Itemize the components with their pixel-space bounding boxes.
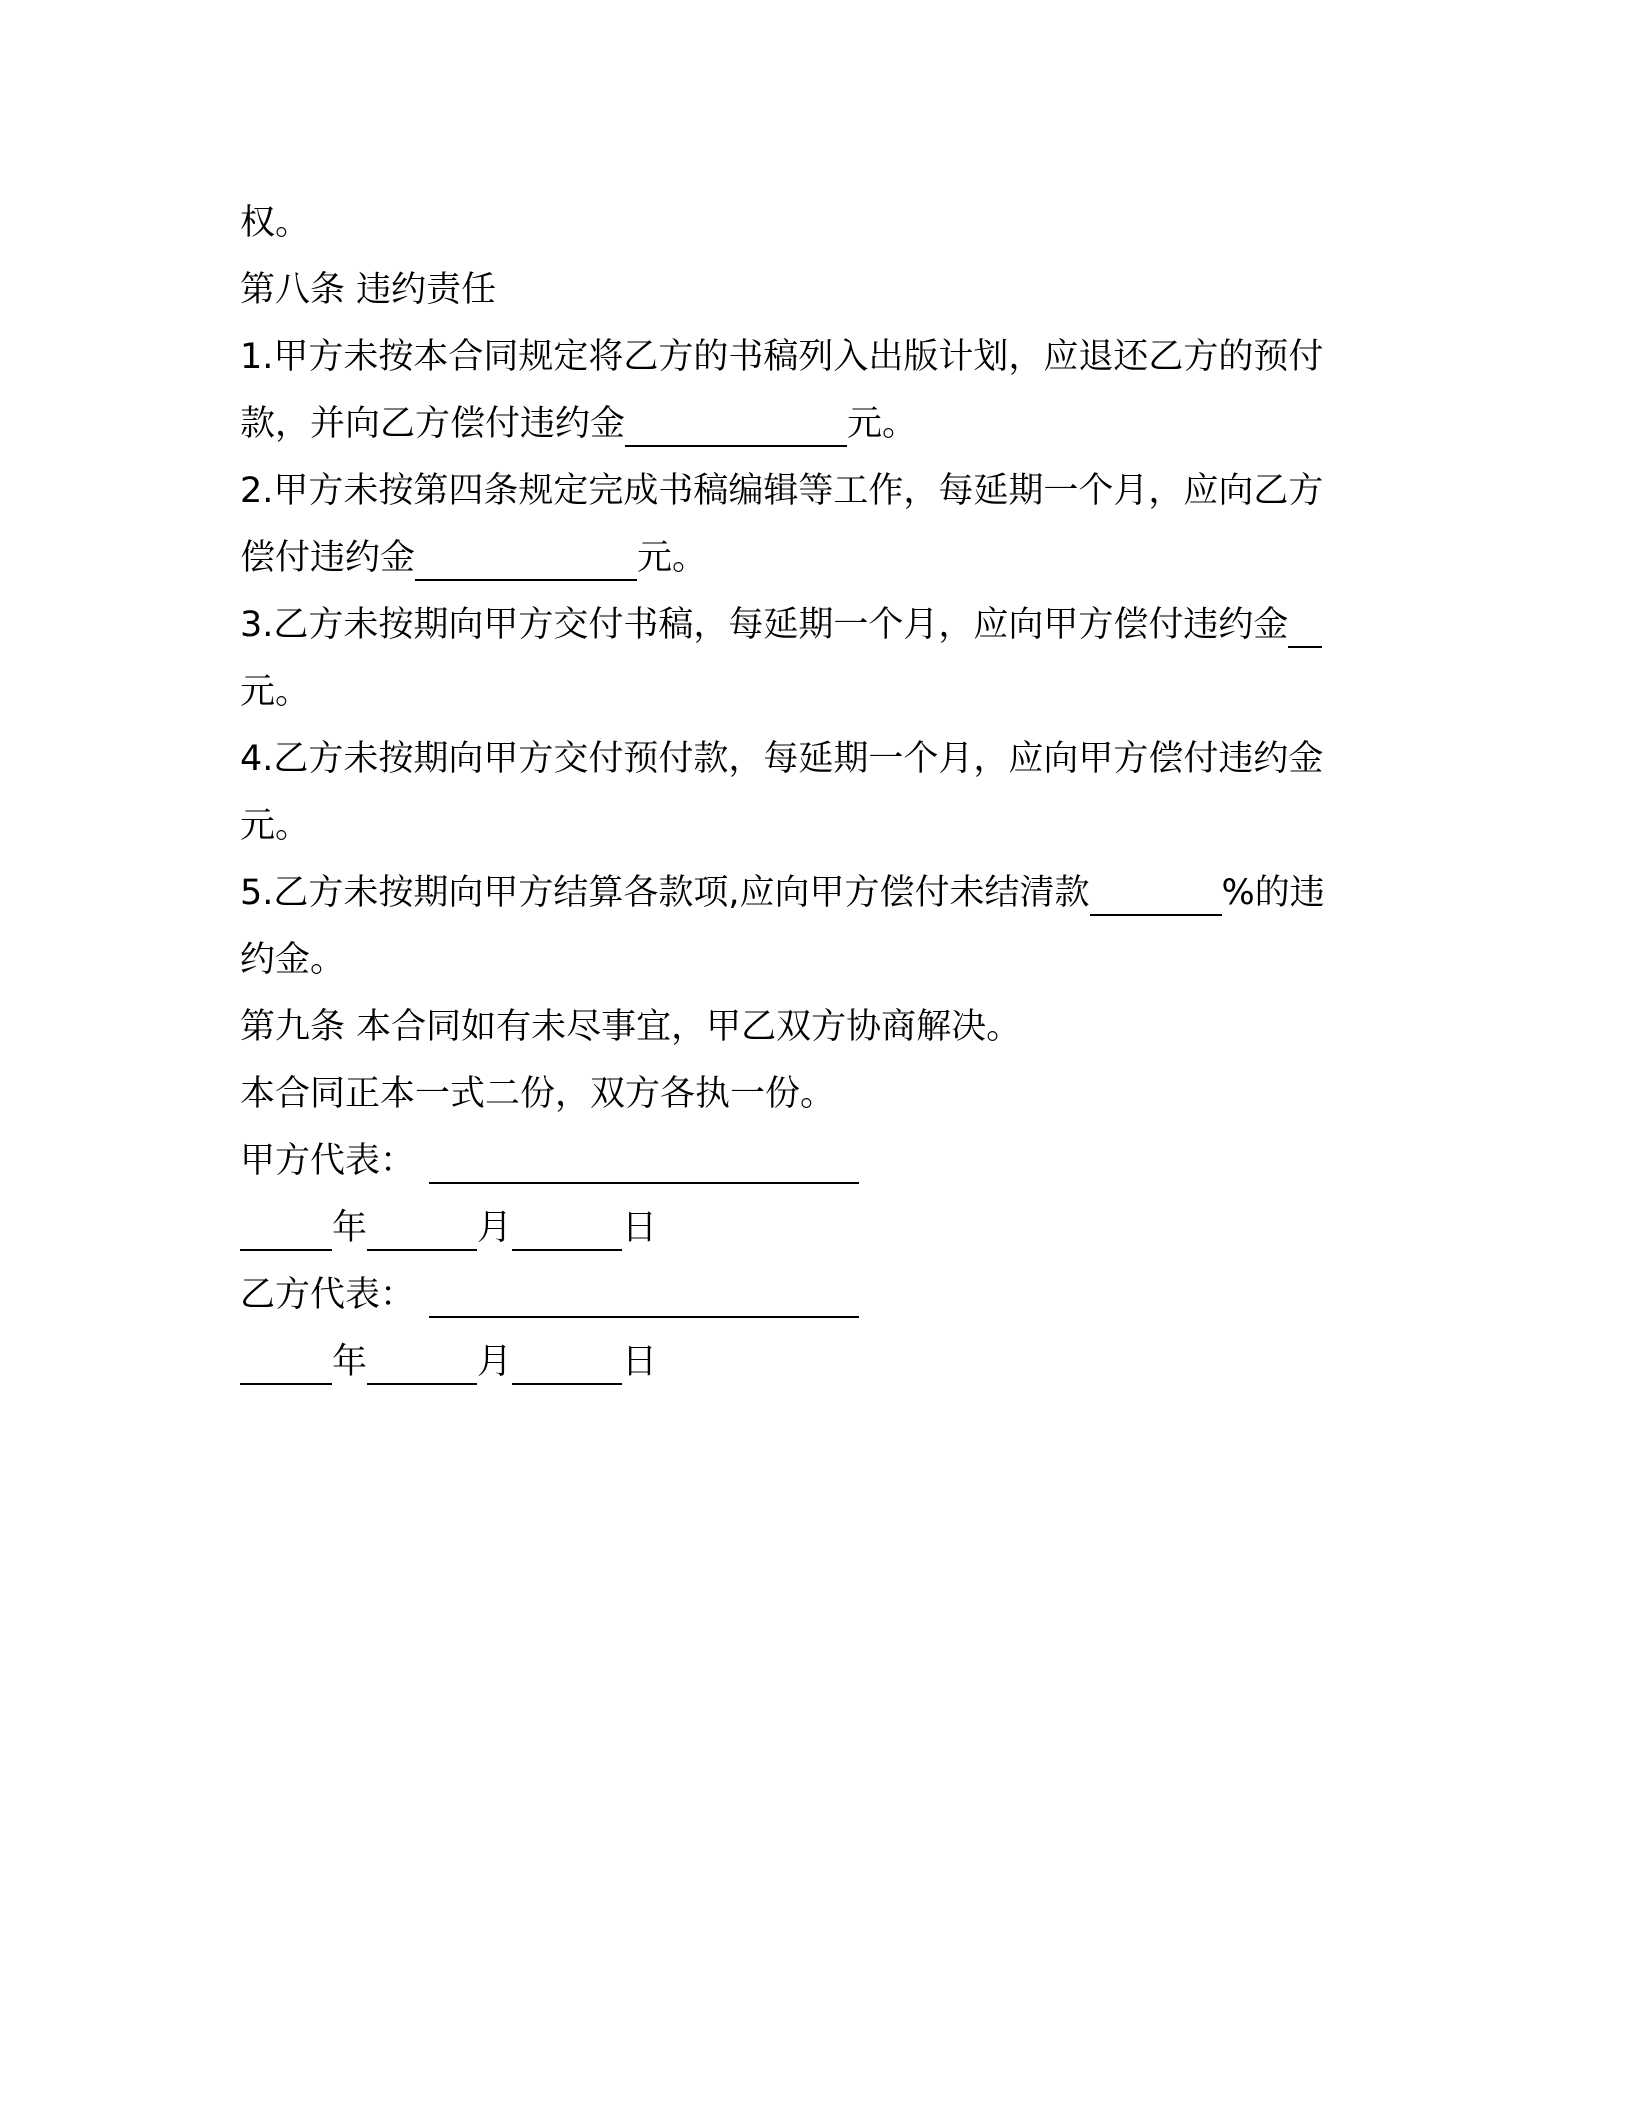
day-label: 日 bbox=[622, 1208, 658, 1248]
text-line: 2.甲方未按第四条规定完成书稿编辑等工作，每延期一个月，应向乙方 bbox=[240, 471, 1324, 511]
day-blank bbox=[512, 1337, 622, 1385]
year-blank bbox=[240, 1203, 332, 1251]
section-heading-article-8: 第八条 违约责任 bbox=[240, 270, 497, 310]
text-segment: %的违 bbox=[1221, 873, 1325, 913]
party-b-signature-blank bbox=[429, 1270, 859, 1318]
text-line: 本合同正本一式二份，双方各执一份。 bbox=[240, 1074, 836, 1114]
party-a-date-line bbox=[240, 1195, 1390, 1262]
section-heading-article-9: 第九条 本合同如有未尽事宜，甲乙双方协商解决。 bbox=[240, 1007, 1022, 1047]
month-blank bbox=[367, 1203, 477, 1251]
text-line: 约金。 bbox=[240, 940, 346, 980]
month-blank bbox=[367, 1337, 477, 1385]
fill-in-blank bbox=[1090, 868, 1222, 916]
text-line: 元。 bbox=[240, 806, 311, 846]
year-label: 年 bbox=[332, 1342, 368, 1382]
party-a-signature-line bbox=[240, 1128, 1390, 1195]
text-line bbox=[240, 592, 1390, 659]
text-line bbox=[240, 391, 1390, 458]
text-line: 元。 bbox=[240, 672, 311, 712]
text-line bbox=[240, 525, 1390, 592]
text-segment: 款，并向乙方偿付违约金 bbox=[240, 404, 626, 444]
text-segment: 5.乙方未按期向甲方结算各款项,应向甲方偿付未结清款 bbox=[240, 873, 1090, 913]
text-line bbox=[240, 860, 1390, 927]
party-a-signature-blank bbox=[429, 1136, 859, 1184]
fill-in-blank bbox=[415, 533, 637, 581]
fill-in-blank bbox=[625, 399, 847, 447]
fill-in-blank bbox=[1288, 600, 1322, 648]
text-line: 4.乙方未按期向甲方交付预付款，每延期一个月，应向甲方偿付违约金 bbox=[240, 739, 1324, 779]
month-label: 月 bbox=[477, 1342, 513, 1382]
year-blank bbox=[240, 1337, 332, 1385]
text-line: 1.甲方未按本合同规定将乙方的书稿列入出版计划，应退还乙方的预付 bbox=[240, 337, 1324, 377]
contract-text bbox=[240, 190, 1390, 1396]
text-segment: 元。 bbox=[637, 538, 708, 578]
text-line: 权。 bbox=[240, 203, 311, 243]
party-b-label: 乙方代表： bbox=[240, 1275, 416, 1315]
text-segment: 元。 bbox=[847, 404, 918, 444]
day-blank bbox=[512, 1203, 622, 1251]
text-segment: 3.乙方未按期向甲方交付书稿，每延期一个月，应向甲方偿付违约金 bbox=[240, 605, 1289, 645]
text-segment: 偿付违约金 bbox=[240, 538, 416, 578]
party-a-label: 甲方代表： bbox=[240, 1141, 416, 1181]
day-label: 日 bbox=[622, 1342, 658, 1382]
year-label: 年 bbox=[332, 1208, 368, 1248]
party-b-signature-line bbox=[240, 1262, 1390, 1329]
month-label: 月 bbox=[477, 1208, 513, 1248]
party-b-date-line bbox=[240, 1329, 1390, 1396]
